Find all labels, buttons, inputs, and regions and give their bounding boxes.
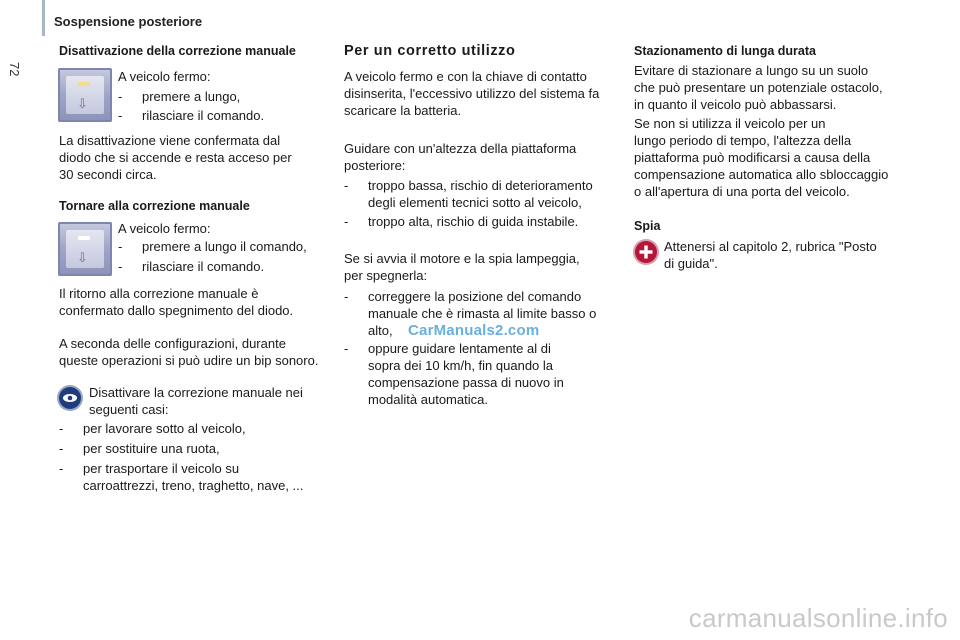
plus-icon xyxy=(635,241,657,263)
eye-icon xyxy=(59,387,81,409)
heading-disattivazione: Disattivazione della correzione manuale xyxy=(59,44,296,58)
list-item: - premere a lungo il comando, xyxy=(118,239,307,254)
paragraph-suolo: Evitare di stazionare a lungo su un suolo che può presentare un potenziale ostacolo, in quanto il veicolo può abbassarsi. xyxy=(634,63,883,112)
footer-watermark: carmanualsonline.info xyxy=(688,603,948,633)
paragraph-ritorno: Il ritorno alla correzione manuale è confermato dallo spegnimento del diodo. xyxy=(59,286,294,318)
heading-tornare: Tornare alla correzione manuale xyxy=(59,199,250,213)
list-item: - per lavorare sotto al veicolo, xyxy=(59,421,246,436)
section-title: Sospensione posteriore xyxy=(54,14,203,29)
block1 xyxy=(118,68,211,85)
block1-intro: A veicolo fermo: xyxy=(118,69,211,84)
block2 xyxy=(118,220,211,237)
heading-spia: Spia xyxy=(634,219,661,233)
list-item: - per trasportare il veicolo su carroattrezzi, treno, traghetto, nave, ... xyxy=(59,461,304,493)
note-casi: Disattivare la correzione manuale nei seguenti casi: xyxy=(89,385,303,417)
paragraph-bip: A seconda delle configurazioni, durante queste operazioni si può udire un bip sonoro. xyxy=(59,336,319,368)
list-item: - troppo alta, rischio di guida instabile. xyxy=(344,214,579,229)
paragraph-conferma: La disattivazione viene confermata dal diodo che si accende e resta acceso per 30 secondi circa. xyxy=(59,133,292,182)
suspension-button-led-on-icon: ⇩ xyxy=(58,68,112,122)
header-bar xyxy=(42,0,45,36)
paragraph-batteria: A veicolo fermo e con la chiave di contatto disinserita, l'eccessivo utilizzo del sistema fa scaricare la batteria. xyxy=(344,69,600,118)
list-item: - premere a lungo, xyxy=(118,89,241,104)
list-item: - rilasciare il comando. xyxy=(118,108,265,123)
suspension-button-led-off-icon: ⇩ xyxy=(58,222,112,276)
list-item: - rilasciare il comando. xyxy=(118,259,265,274)
heading-stazionamento: Stazionamento di lunga durata xyxy=(634,44,816,58)
paragraph-altezza: Guidare con un'altezza della piattaforma posteriore: xyxy=(344,141,577,173)
page-number: 72 xyxy=(7,62,22,77)
list-item: - troppo bassa, rischio di deterioramento degli elementi tecnici sotto al veicolo, xyxy=(344,178,593,210)
heading-corretto-utilizzo: Per un corretto utilizzo xyxy=(344,43,516,59)
paragraph-lungo-periodo: Se non si utilizza il veicolo per un lungo periodo di tempo, l'altezza della piattaforma può modificarsi a causa della compensazione automatica allo sbloccaggio o all'apertura di una porta del veicolo. xyxy=(634,116,889,199)
list-item: - correggere la posizione del comando manuale che è rimasta al limite basso o alto, xyxy=(344,289,597,338)
list-item: - oppure guidare lentamente al di sopra dei 10 km/h, fin quando la compensazione passa di nuovo in modalità automatica. xyxy=(344,341,564,407)
paragraph-posto-guida: Attenersi al capitolo 2, rubrica "Posto di guida". xyxy=(664,239,877,271)
block2-intro: A veicolo fermo: xyxy=(118,221,211,236)
list-item: - per sostituire una ruota, xyxy=(59,441,220,456)
paragraph-spia-lampeggia: Se si avvia il motore e la spia lampeggia, per spegnerla: xyxy=(344,251,580,283)
watermark-link[interactable]: CarManuals2.com xyxy=(408,322,540,339)
